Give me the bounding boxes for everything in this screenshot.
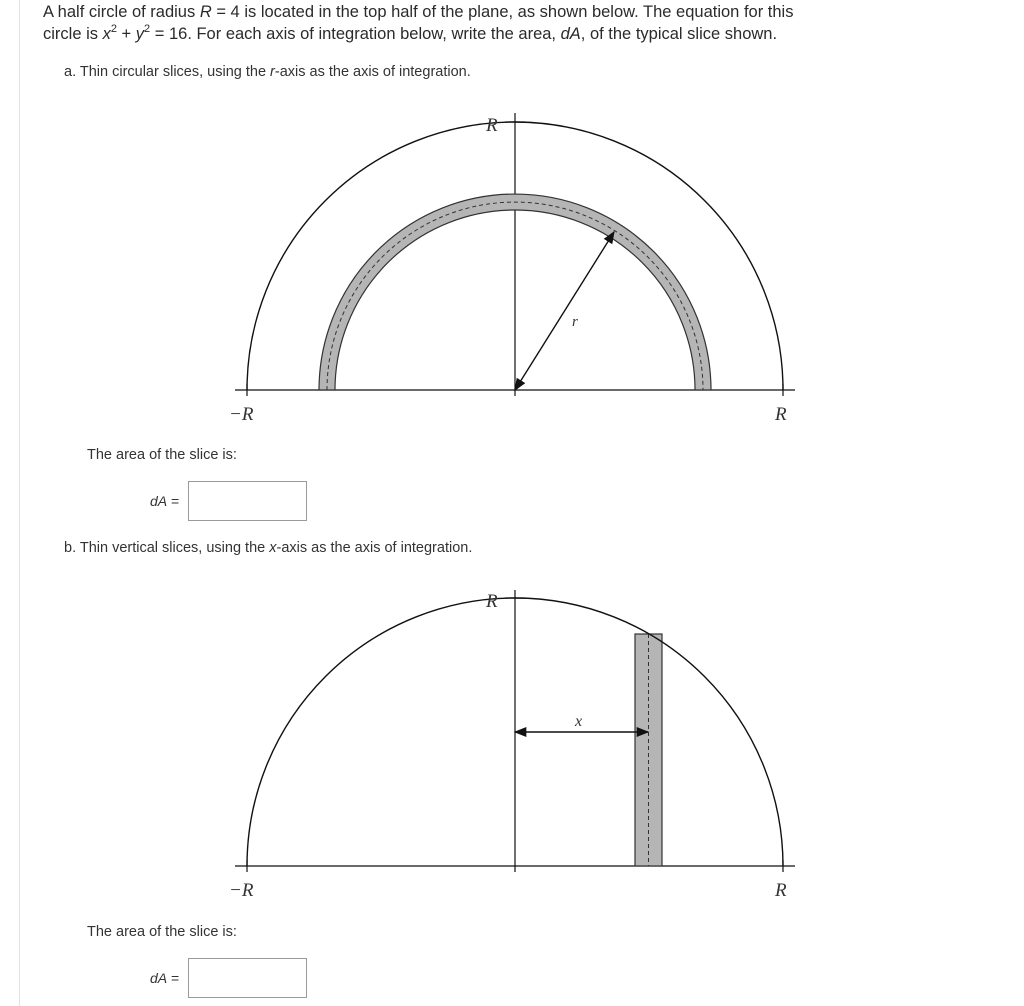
- right-label-R: R: [775, 404, 787, 425]
- part-b-da-label: dA =: [150, 970, 180, 986]
- part-a-answer-input[interactable]: [188, 481, 307, 521]
- part-a-heading: a. Thin circular slices, using the r-axis as the axis of integration.: [64, 64, 471, 80]
- radius-label-r: r: [572, 314, 578, 330]
- left-label-neg-R: −R: [229, 880, 254, 901]
- right-label-R: R: [775, 880, 787, 901]
- part-b-area-text: The area of the slice is:: [87, 924, 237, 940]
- left-label-neg-R: −R: [229, 404, 254, 425]
- figure-a-circular-slice: [0, 100, 1024, 430]
- figure-b-vertical-slice: [0, 577, 1024, 907]
- top-label-R: R: [486, 591, 498, 612]
- part-b-answer-input[interactable]: [188, 958, 307, 998]
- top-label-R: R: [486, 115, 498, 136]
- radius-arrow: [515, 232, 614, 390]
- part-b-heading: b. Thin vertical slices, using the x-axis as the axis of integration.: [64, 540, 473, 556]
- problem-statement: A half circle of radius R = 4 is located in the top half of the plane, as shown below. The equation for this circle is $x^2 + y^2 = 16$. For each axis of integration below, write the area, dA, of the typical slice shown.: [43, 3, 794, 43]
- part-a-da-label: dA =: [150, 493, 180, 509]
- part-a-area-text: The area of the slice is:: [87, 447, 237, 463]
- distance-label-x: x: [575, 713, 583, 730]
